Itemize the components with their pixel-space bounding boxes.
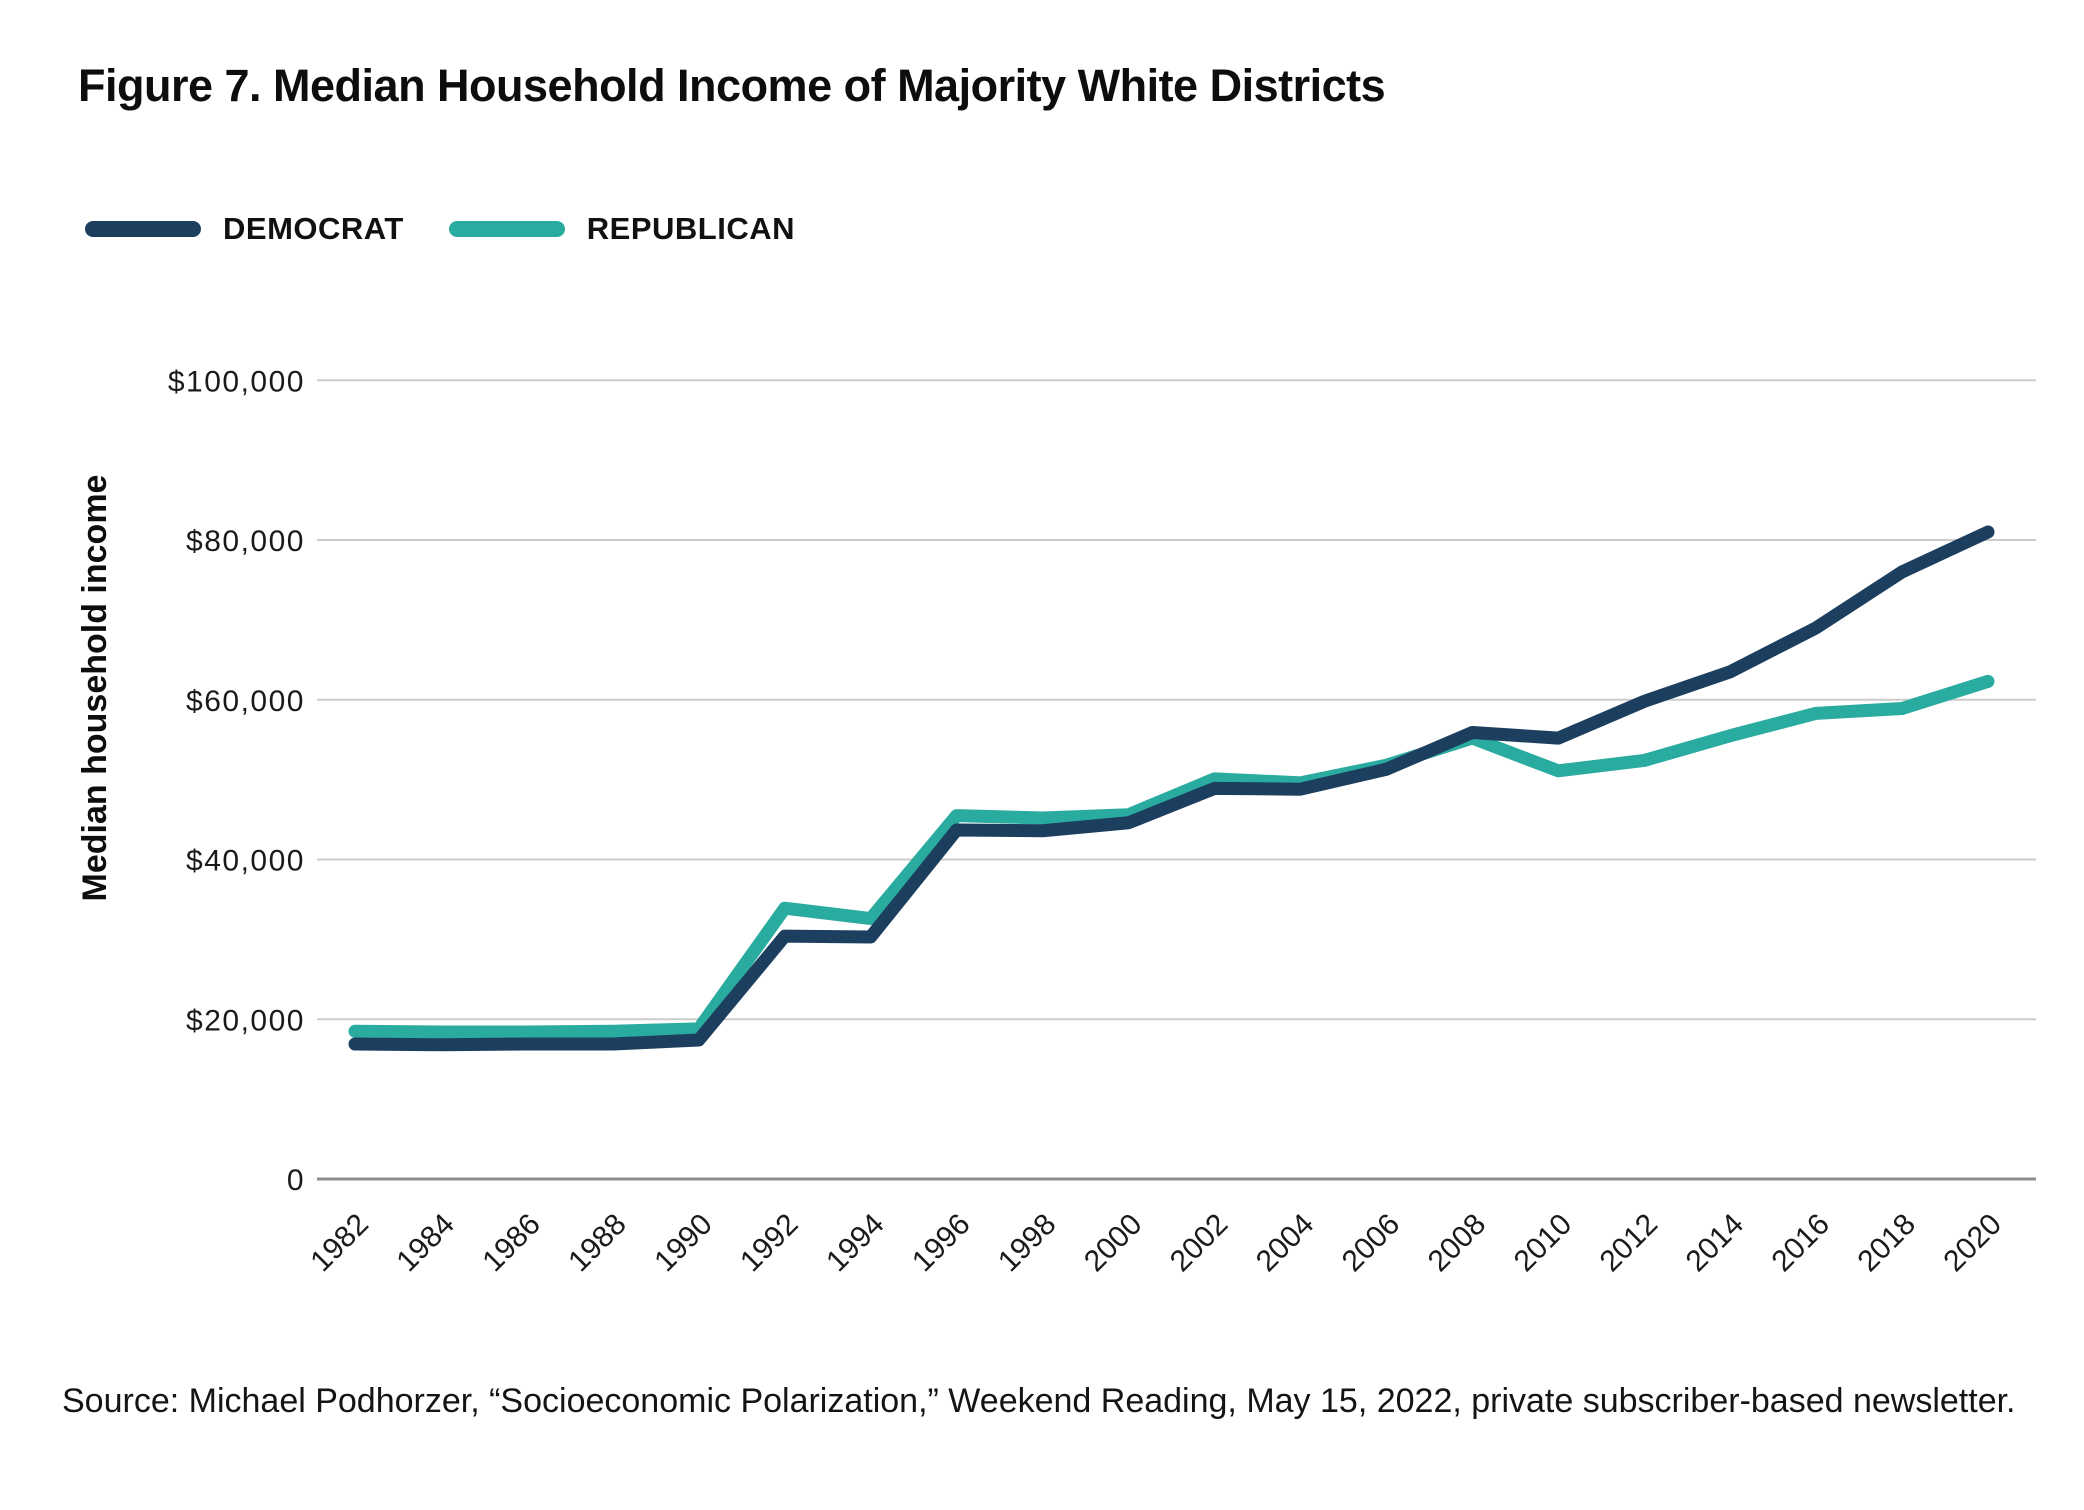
y-axis-title: Median household income	[76, 474, 114, 902]
x-tick-label: 2012	[1593, 1207, 1665, 1279]
y-tick-label: $60,000	[186, 684, 305, 718]
x-tick-label: 2010	[1507, 1207, 1579, 1279]
x-tick-label: 1994	[820, 1207, 891, 1279]
source-note: Source: Michael Podhorzer, “Socioeconomic Polarization,” Weekend Reading, May 15, 2022, private subscriber-based newsletter.	[62, 1382, 2016, 1420]
y-tick-label: $20,000	[186, 1004, 305, 1038]
x-tick-labels	[304, 1208, 2008, 1279]
x-tick-label: 2008	[1421, 1207, 1493, 1279]
x-tick-label: 2006	[1335, 1207, 1407, 1279]
x-tick-label: 1992	[734, 1207, 805, 1279]
series-line-republican	[355, 681, 1988, 1032]
legend-label: REPUBLICAN	[586, 211, 796, 246]
y-tick-label: $40,000	[186, 844, 305, 878]
x-tick-label: 1988	[562, 1207, 633, 1279]
x-tick-label: 2018	[1851, 1207, 1923, 1279]
x-tick-label: 1998	[991, 1207, 1063, 1279]
y-tick-label: 0	[286, 1164, 305, 1197]
x-tick-label: 2016	[1765, 1207, 1837, 1279]
y-axis-title-group	[76, 475, 114, 902]
y-tick-label: $100,000	[167, 365, 305, 399]
x-tick-label: 2014	[1679, 1207, 1751, 1279]
x-tick-label: 1982	[304, 1207, 375, 1279]
x-tick-label: 2004	[1249, 1207, 1321, 1279]
x-tick-label: 2000	[1077, 1207, 1149, 1279]
x-tick-label: 1984	[390, 1207, 461, 1279]
figure-title: Figure 7. Median Household Income of Majority White Districts	[78, 60, 1386, 111]
x-tick-label: 1986	[476, 1207, 547, 1279]
x-tick-label: 1990	[648, 1207, 719, 1279]
x-tick-label: 2002	[1163, 1207, 1235, 1279]
series-lines	[355, 532, 1988, 1045]
series-line-democrat	[355, 532, 1988, 1045]
y-tick-label: $80,000	[186, 525, 305, 558]
y-tick-labels	[168, 365, 305, 1197]
legend-label: DEMOCRAT	[223, 211, 404, 246]
x-tick-label: 2020	[1937, 1207, 2008, 1279]
x-tick-label: 1996	[906, 1207, 977, 1279]
gridlines	[317, 380, 2036, 1179]
